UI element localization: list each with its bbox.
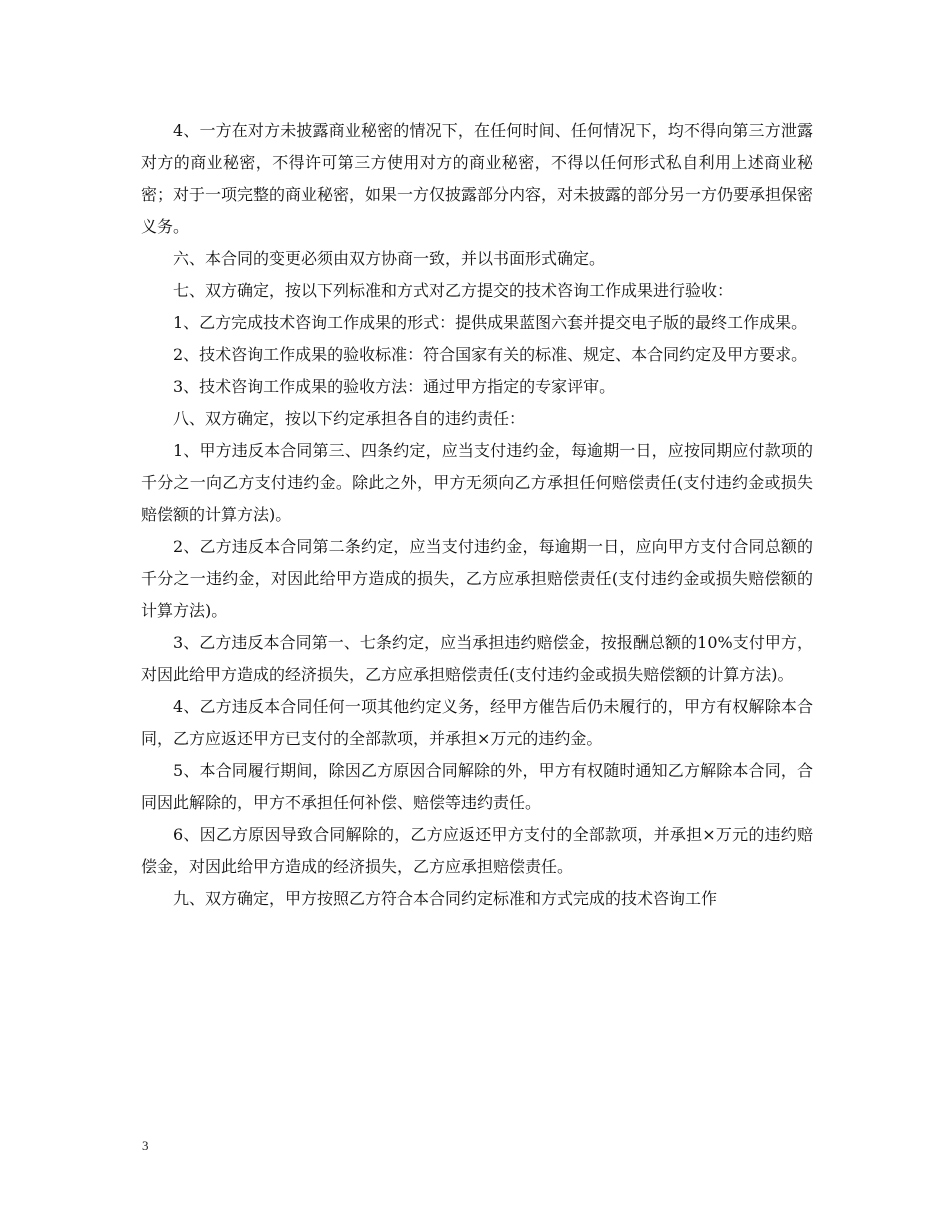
paragraph-clause-8-2: 2、乙方违反本合同第二条约定，应当支付违约金，每逾期一日，应向甲方支付合同总额的千分之一违约金，对因此给甲方造成的损失，乙方应承担赔偿责任(支付违约金或损失赔偿额的计算方法)。 bbox=[141, 537, 813, 620]
paragraph-clause-8-4: 4、乙方违反本合同任何一项其他约定义务，经甲方催告后仍未履行的，甲方有权解除本合同，乙方应返还甲方已支付的全部款项，并承担×万元的违约金。 bbox=[141, 697, 813, 748]
paragraph-clause-8-1: 1、甲方违反本合同第三、四条约定，应当支付违约金，每逾期一日，应按同期应付款项的千分之一向乙方支付违约金。除此之外，甲方无须向乙方承担任何赔偿责任(支付违约金或损失赔偿额的计算方法)。 bbox=[141, 441, 813, 524]
paragraph-clause-7-1: 1、乙方完成技术咨询工作成果的形式：提供成果蓝图六套并提交电子版的最终工作成果。 bbox=[173, 313, 808, 332]
paragraph-clause-8-3: 3、乙方违反本合同第一、七条约定，应当承担违约赔偿金，按报酬总额的10%支付甲方，对因此给甲方造成的经济损失，乙方应承担赔偿责任(支付违约金或损失赔偿额的计算方法)。 bbox=[141, 633, 813, 684]
paragraph-clause-7: 七、双方确定，按以下列标准和方式对乙方提交的技术咨询工作成果进行验收： bbox=[173, 281, 734, 300]
document-body bbox=[141, 115, 813, 915]
paragraph-clause-9: 九、双方确定，甲方按照乙方符合本合同约定标准和方式完成的技术咨询工作 bbox=[173, 889, 718, 908]
paragraph-clause-8-5: 5、本合同履行期间，除因乙方原因合同解除的外，甲方有权随时通知乙方解除本合同，合同因此解除的，甲方不承担任何补偿、赔偿等违约责任。 bbox=[141, 761, 813, 812]
paragraph-clause-6: 六、本合同的变更必须由双方协商一致，并以书面形式确定。 bbox=[173, 249, 606, 268]
page-number: 3 bbox=[142, 1138, 149, 1153]
paragraph-clause-8: 八、双方确定，按以下约定承担各自的违约责任： bbox=[173, 409, 526, 428]
paragraph-clause-7-2: 2、技术咨询工作成果的验收标准：符合国家有关的标准、规定、本合同约定及甲方要求。 bbox=[173, 345, 808, 364]
paragraph-confidentiality-4: 4、一方在对方未披露商业秘密的情况下，在任何时间、任何情况下，均不得向第三方泄露对方的商业秘密，不得许可第三方使用对方的商业秘密，不得以任何形式私自利用上述商业秘密；对于一项完整的商业秘密，如果一方仅披露部分内容，对未披露的部分另一方仍要承担保密义务。 bbox=[141, 121, 814, 236]
paragraph-clause-7-3: 3、技术咨询工作成果的验收方法：通过甲方指定的专家评审。 bbox=[173, 377, 616, 396]
paragraph-clause-8-6: 6、因乙方原因导致合同解除的，乙方应返还甲方支付的全部款项，并承担×万元的违约赔偿金，对因此给甲方造成的经济损失，乙方应承担赔偿责任。 bbox=[141, 825, 813, 876]
